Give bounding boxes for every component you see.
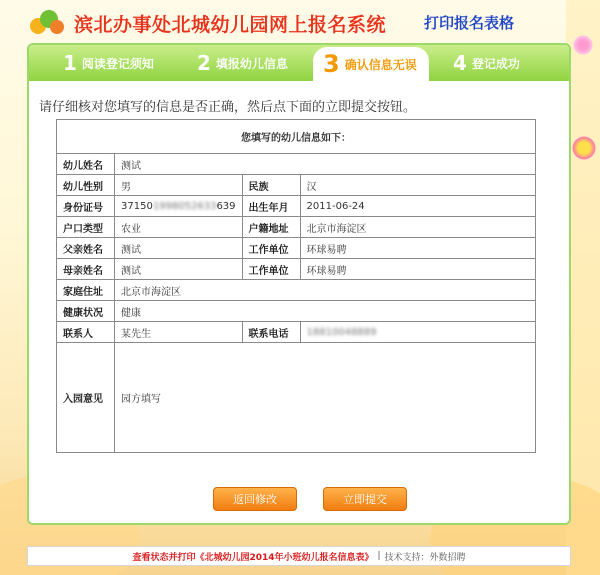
id-blurred: 1998052633 xyxy=(152,200,217,212)
health-value: 健康 xyxy=(115,301,536,322)
table-row xyxy=(57,154,536,175)
father-work-label: 工作单位 xyxy=(242,238,300,259)
step-label: 登记成功 xyxy=(471,56,520,71)
home-address-label: 家庭住址 xyxy=(57,280,115,301)
step-number: 2 xyxy=(197,51,211,75)
table-row xyxy=(57,196,536,217)
step-number: 1 xyxy=(63,51,77,75)
health-label: 健康状况 xyxy=(57,301,115,322)
step-number: 3 xyxy=(323,50,340,78)
instruction-text: 请仔细核对您填写的信息是否正确，然后点下面的立即提交按钮。 xyxy=(39,100,417,115)
ethnicity-value: 汉 xyxy=(300,175,535,196)
footer-print-link[interactable]: 查看状态并打印《北城幼儿园2014年小班幼儿报名信息表》 xyxy=(132,552,374,563)
table-row xyxy=(57,259,536,280)
site-title: 滨北办事处北城幼儿园网上报名系统 xyxy=(74,14,387,36)
footer-separator: | xyxy=(377,551,381,561)
opinion-value: 园方填写 xyxy=(115,343,536,453)
table-row xyxy=(57,238,536,259)
main-panel xyxy=(27,43,571,525)
birth-value: 2011-06-24 xyxy=(300,196,535,217)
footer-support-text: 技术支持：外数招聘 xyxy=(384,552,466,563)
table-row xyxy=(57,343,536,453)
table-row xyxy=(57,322,536,343)
opinion-label: 入园意见 xyxy=(57,343,115,453)
header xyxy=(0,0,600,40)
flower-icon xyxy=(570,134,598,162)
mother-work-value: 环球易聘 xyxy=(300,259,535,280)
step-1 xyxy=(63,45,154,81)
contact-value: 某先生 xyxy=(115,322,243,343)
phone-value: 18810048889 xyxy=(300,322,535,343)
home-address-value: 北京市海淀区 xyxy=(115,280,536,301)
hukou-address-value: 北京市海淀区 xyxy=(300,217,535,238)
print-form-link[interactable]: 打印报名表格 xyxy=(424,14,515,32)
phone-label: 联系电话 xyxy=(242,322,300,343)
father-name-label: 父亲姓名 xyxy=(57,238,115,259)
id-number-label: 身份证号 xyxy=(57,196,115,217)
step-bar xyxy=(29,45,569,81)
child-name-label: 幼儿姓名 xyxy=(57,154,115,175)
step-label: 填报幼儿信息 xyxy=(215,56,288,71)
step-3-active xyxy=(313,47,429,81)
father-name-value: 测试 xyxy=(115,238,243,259)
ethnicity-label: 民族 xyxy=(242,175,300,196)
table-row xyxy=(57,301,536,322)
back-edit-button[interactable]: 返回修改 xyxy=(213,487,297,511)
hukou-address-label: 户籍地址 xyxy=(242,217,300,238)
hukou-type-value: 农业 xyxy=(115,217,243,238)
step-label: 阅读登记须知 xyxy=(81,56,154,71)
footer xyxy=(27,546,571,566)
child-name-value: 测试 xyxy=(115,154,536,175)
step-number: 4 xyxy=(453,51,467,75)
mother-name-value: 测试 xyxy=(115,259,243,280)
mother-work-label: 工作单位 xyxy=(242,259,300,280)
child-info-table xyxy=(56,119,536,453)
mother-name-label: 母亲姓名 xyxy=(57,259,115,280)
submit-button[interactable]: 立即提交 xyxy=(323,487,407,511)
hukou-type-label: 户口类型 xyxy=(57,217,115,238)
table-row xyxy=(57,175,536,196)
table-row xyxy=(57,280,536,301)
birth-label: 出生年月 xyxy=(242,196,300,217)
father-work-value: 环球易聘 xyxy=(300,238,535,259)
contact-label: 联系人 xyxy=(57,322,115,343)
gender-label: 幼儿性别 xyxy=(57,175,115,196)
id-prefix: 37150 xyxy=(121,200,153,212)
table-heading: 您填写的幼儿信息如下： xyxy=(57,120,536,154)
id-suffix: 639 xyxy=(216,200,236,212)
logo-icon xyxy=(30,8,68,38)
step-label: 确认信息无误 xyxy=(344,57,417,72)
step-2 xyxy=(197,45,288,81)
gender-value: 男 xyxy=(115,175,243,196)
table-row xyxy=(57,217,536,238)
id-number-value xyxy=(115,196,243,217)
step-4 xyxy=(453,45,520,81)
